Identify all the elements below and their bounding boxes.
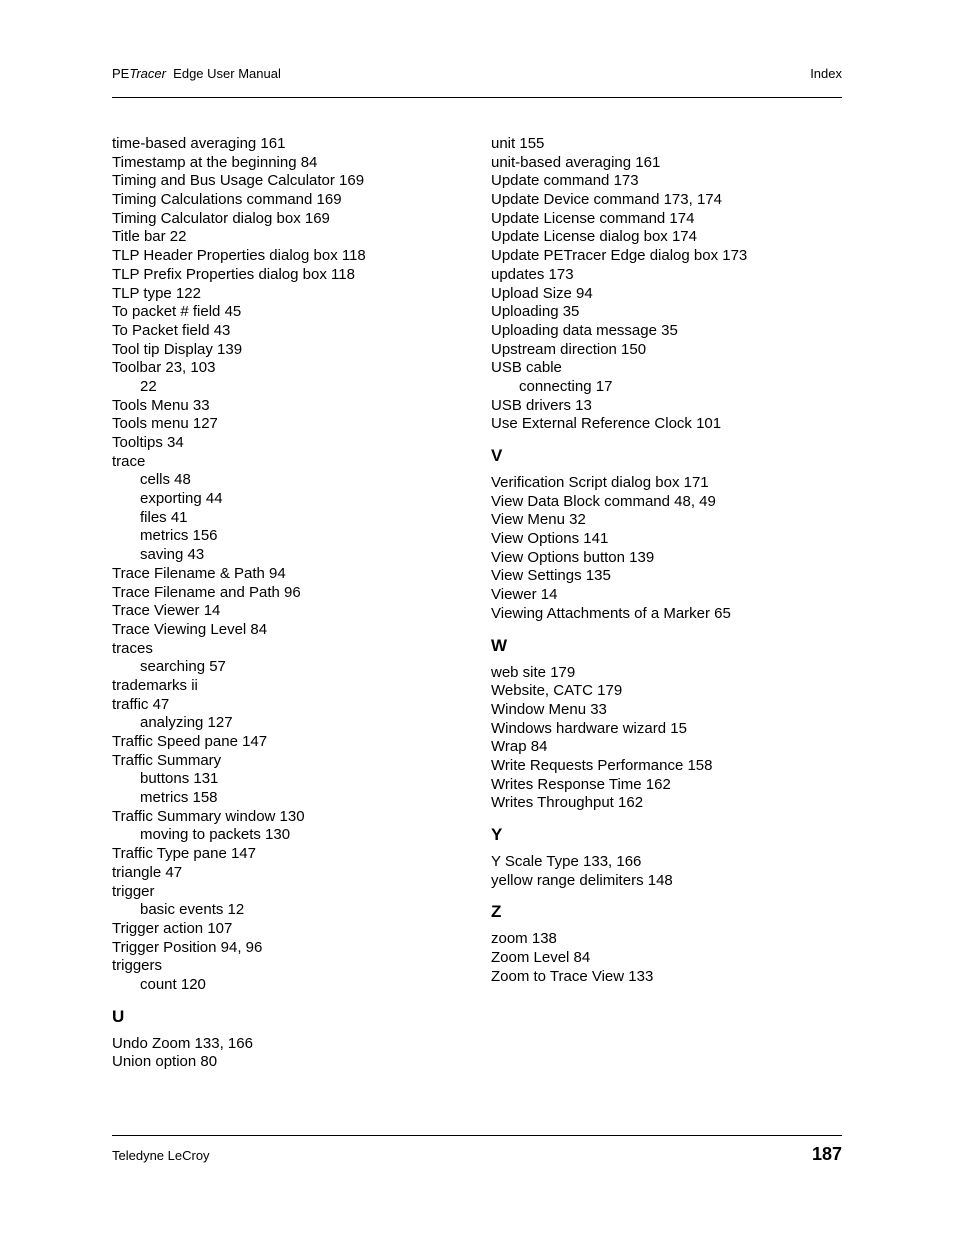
index-entry: Toolbar 23, 103	[112, 359, 216, 377]
index-entry: trademarks ii	[112, 676, 198, 694]
index-entry: View Options 141	[491, 530, 609, 548]
index-entry: Writes Throughput 162	[491, 794, 644, 812]
index-entry: traces	[112, 639, 153, 657]
index-entry: Update PETracer Edge dialog box 173	[491, 247, 748, 265]
index-entry: Tooltips 34	[112, 434, 184, 451]
index-entry: Undo Zoom 133, 166	[112, 1034, 253, 1052]
index-entry: web site 179	[491, 663, 576, 681]
index-letter-heading: Z	[491, 902, 502, 922]
index-subentry: 22	[140, 377, 157, 395]
index-entry: TLP Prefix Properties dialog box 118	[112, 265, 355, 283]
index-subentry: count 120	[140, 975, 206, 993]
index-entry: To packet # field 45	[112, 303, 242, 321]
header-rule	[112, 97, 842, 98]
index-entry: time-based averaging 161	[112, 135, 286, 152]
index-entry: unit 155	[491, 135, 545, 152]
index-entry: Wrap 84	[491, 738, 548, 756]
index-entry: Timestamp at the beginning 84	[112, 153, 318, 171]
index-subentry: metrics 156	[140, 527, 218, 545]
index-entry: Trigger action 107	[112, 919, 233, 937]
index-entry: zoom 138	[491, 930, 557, 948]
manual-title	[112, 64, 281, 84]
index-entry: Timing Calculator dialog box 169	[112, 209, 330, 227]
index-entry: Viewer 14	[491, 586, 558, 604]
index-entry: Trace Viewing Level 84	[112, 620, 268, 638]
index-entry: trigger	[112, 882, 155, 900]
index-entry: Timing Calculations command 169	[112, 191, 342, 209]
manual-title-prefix: PE	[112, 66, 130, 81]
index-entry: Title bar 22	[112, 228, 187, 246]
index-entry: Trace Filename & Path 94	[112, 564, 286, 582]
index-entry: Trace Filename and Path 96	[112, 583, 301, 601]
index-entry: Upload Size 94	[491, 284, 593, 302]
section-name: Index	[810, 66, 842, 81]
index-entry: unit-based averaging 161	[491, 153, 661, 171]
footer-rule	[112, 1135, 842, 1136]
index-entry: Zoom Level 84	[491, 949, 591, 967]
index-subentry: saving 43	[140, 546, 205, 564]
index-letter-heading: Y	[491, 825, 503, 844]
index-entry: Upstream direction 150	[491, 340, 647, 358]
index-subentry: cells 48	[140, 471, 191, 489]
page-header	[112, 64, 842, 84]
index-entry: Trigger Position 94, 96	[112, 938, 263, 956]
index-subentry: moving to packets 130	[140, 826, 291, 844]
index-entry: Update License command 174	[491, 209, 695, 227]
index-entry: triggers	[112, 957, 163, 975]
index-entry: Tools menu 127	[112, 415, 218, 433]
index-entry: Update Device command 173, 174	[491, 191, 722, 209]
index-entry: View Data Block command 48, 49	[491, 492, 716, 510]
index-entry: Y Scale Type 133, 166	[491, 853, 642, 870]
index-entry: USB drivers 13	[491, 396, 592, 414]
index-entry: Writes Response Time 162	[491, 775, 671, 793]
page-number: 187	[811, 1144, 842, 1164]
index-entry: Windows hardware wizard 15	[491, 719, 687, 737]
page-footer	[112, 1143, 842, 1169]
index-entry: Trace Viewer 14	[112, 602, 221, 620]
manual-title-italic: Tracer	[129, 66, 166, 81]
index-entry: Tool tip Display 139	[112, 340, 243, 358]
index-entry: Window Menu 33	[491, 700, 607, 718]
index-entry: Uploading data message 35	[491, 321, 678, 339]
index-entry: Website, CATC 179	[491, 682, 623, 700]
index-subentry: connecting 17	[519, 377, 613, 395]
index-subentry: analyzing 127	[140, 714, 233, 732]
index-entry: Uploading 35	[491, 303, 580, 321]
index-entry: Update command 173	[491, 172, 639, 190]
index-entry: Viewing Attachments of a Marker 65	[491, 604, 731, 622]
index-entry: Tools Menu 33	[112, 396, 210, 414]
index-entry: Traffic Summary window 130	[112, 807, 305, 825]
index-letter-heading: V	[491, 446, 503, 465]
index-entry: Write Requests Performance 158	[491, 756, 713, 774]
index-entry: Traffic Speed pane 147	[112, 733, 268, 750]
index-entry: View Settings 135	[491, 567, 611, 585]
company-name: Teledyne LeCroy	[112, 1148, 210, 1163]
index-entry: To Packet field 43	[112, 321, 231, 339]
index-subentry: metrics 158	[140, 789, 218, 807]
index-entry: Timing and Bus Usage Calculator 169	[112, 172, 365, 190]
index-letter-heading: U	[112, 1006, 125, 1026]
index-entry: Union option 80	[112, 1053, 218, 1071]
index-entry: Update License dialog box 174	[491, 228, 697, 246]
index-entry: traffic 47	[112, 695, 170, 713]
index-column-left	[112, 135, 452, 1072]
index-subentry: files 41	[140, 508, 188, 526]
index-entry: Traffic Type pane 147	[112, 845, 256, 863]
index-subentry: basic events 12	[140, 901, 245, 919]
index-entry: Traffic Summary	[112, 751, 222, 769]
index-entry: TLP type 122	[112, 284, 201, 302]
index-column-right	[491, 135, 831, 986]
index-entry: Verification Script dialog box 171	[491, 474, 709, 491]
index-entry: trace	[112, 452, 146, 470]
index-entry: USB cable	[491, 359, 562, 377]
manual-title-suffix: Edge User Manual	[165, 66, 281, 81]
index-entry: Use External Reference Clock 101	[491, 415, 722, 433]
index-entry: TLP Header Properties dialog box 118	[112, 247, 366, 265]
index-entry: View Options button 139	[491, 548, 655, 566]
index-subentry: exporting 44	[140, 490, 223, 508]
index-entry: View Menu 32	[491, 511, 586, 529]
index-entry: triangle 47	[112, 863, 183, 881]
index-subentry: buttons 131	[140, 770, 219, 788]
index-entry: Zoom to Trace View 133	[491, 967, 654, 985]
index-entry: updates 173	[491, 265, 574, 283]
index-entry: yellow range delimiters 148	[491, 871, 673, 889]
index-subentry: searching 57	[140, 658, 226, 676]
index-letter-heading: W	[491, 635, 508, 655]
